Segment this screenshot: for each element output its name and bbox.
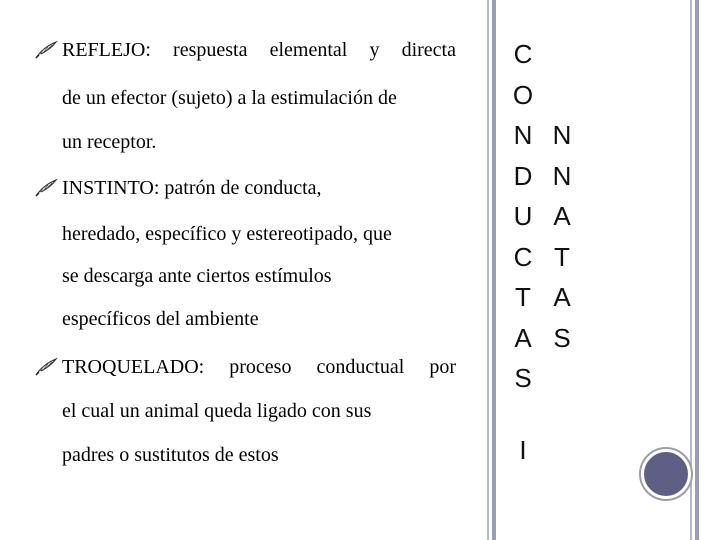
- feather-quill-icon: [34, 178, 60, 198]
- letter: N: [513, 120, 533, 150]
- letter: T: [515, 282, 531, 312]
- letter: A: [553, 282, 571, 312]
- paragraph-reflejo-line-3: un receptor.: [62, 131, 157, 153]
- letter: I: [519, 435, 527, 465]
- letter: S: [514, 363, 532, 393]
- letter: C: [513, 241, 533, 272]
- vertical-word-conductas: [510, 34, 536, 399]
- paragraph-instinto-line-2: heredado, específico y estereotipado, que: [62, 223, 392, 245]
- instinto-definition-line: INSTINTO: patrón de conducta,: [62, 177, 322, 199]
- vertical-divider: [695, 0, 699, 540]
- vertical-divider: [690, 0, 692, 540]
- feather-quill-icon: [34, 40, 60, 60]
- letter: A: [514, 322, 532, 353]
- paragraph-instinto-line-3: se descarga ante ciertos estímulos: [62, 265, 332, 287]
- paragraph-troquelado-line-3: padres o sustitutos de estos: [62, 444, 279, 466]
- letter: T: [554, 241, 570, 272]
- paragraph-troquelado-line-2: el cual un animal queda ligado con sus: [62, 400, 372, 422]
- letter: N: [552, 120, 572, 150]
- reflejo-definition-line: REFLEJO: respuesta elemental y directa: [62, 39, 456, 61]
- letter: N: [552, 160, 572, 191]
- paragraph-reflejo-line-2: de un efector (sujeto) a la estimulación de: [62, 87, 397, 109]
- letter: U: [513, 201, 533, 231]
- letter: D: [513, 160, 533, 191]
- feather-quill-icon: [34, 357, 60, 377]
- paragraph-instinto-line-4: específicos del ambiente: [62, 308, 259, 330]
- decorative-circle: [641, 449, 691, 499]
- troquelado-definition-line: TROQUELADO: proceso conductual por: [62, 356, 456, 378]
- vertical-word-innatas: [549, 115, 575, 358]
- letter: C: [513, 39, 533, 69]
- vertical-word-innatas-initial: [510, 430, 536, 471]
- vertical-divider: [487, 0, 489, 540]
- letter: A: [553, 201, 571, 231]
- vertical-divider: [492, 0, 496, 540]
- letter: S: [553, 322, 571, 353]
- letter: O: [512, 79, 534, 110]
